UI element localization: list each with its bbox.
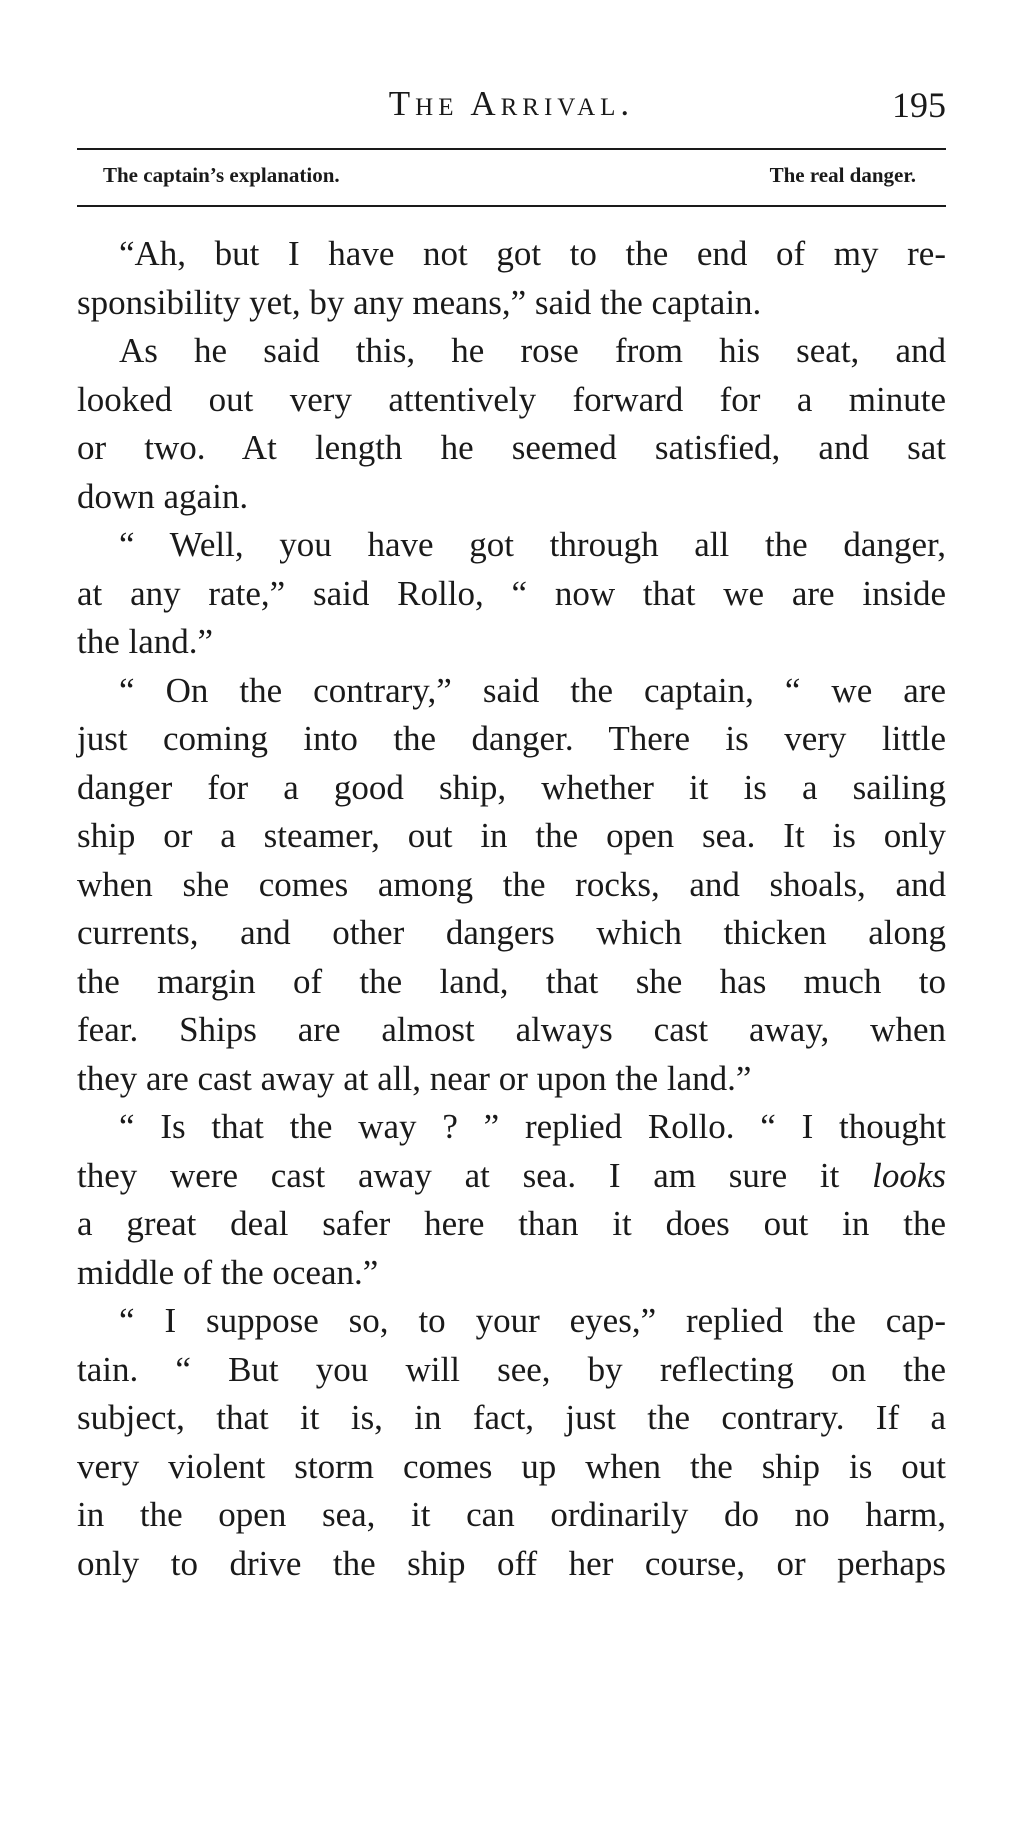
chapter-title: The Arrival. xyxy=(388,84,635,123)
text-line: middle of the ocean.” xyxy=(77,1252,379,1292)
text-line: in the open sea, it can ordinarily do no harm, xyxy=(77,1495,946,1534)
running-head xyxy=(77,80,946,130)
page-number: 195 xyxy=(892,85,946,125)
text-line: very violent storm comes up when the ship is out xyxy=(77,1446,946,1486)
text-line: As he said this, he rose from his seat, and xyxy=(119,331,946,370)
text-line: tain. “ But you will see, by reflecting on the xyxy=(77,1349,946,1389)
text-line: the land.” xyxy=(77,622,214,661)
text-line: fear. Ships are almost always cast away, when xyxy=(77,1010,946,1049)
text-line: “Ah, but I have not got to the end of my re- xyxy=(119,234,946,273)
header-rule-top xyxy=(77,148,946,150)
text-line-segment: they were cast away at sea. I am sure it xyxy=(77,1155,873,1195)
text-line: a great deal safer here than it does out in the xyxy=(77,1204,946,1243)
text-line: they are cast away at all, near or upon the land.” xyxy=(77,1058,752,1098)
subhead-left: The captain’s explanation. xyxy=(103,163,340,187)
text-line: when she comes among the rocks, and shoals, and xyxy=(77,864,946,904)
text-line: at any rate,” said Rollo, “ now that we are inside xyxy=(77,573,946,613)
text-line: danger for a good ship, whether it is a sailing xyxy=(77,767,946,807)
text-line: “ On the contrary,” said the captain, “ we are xyxy=(119,670,946,710)
text-line: currents, and other dangers which thicken along xyxy=(77,913,946,952)
text-line xyxy=(77,1152,946,1201)
text-line: just coming into the danger. There is very little xyxy=(77,719,946,758)
text-line: down again. xyxy=(77,476,249,516)
text-line: the margin of the land, that she has much to xyxy=(77,961,946,1001)
text-line: “ Well, you have got through all the danger, xyxy=(119,525,946,564)
italic-word: looks xyxy=(872,1155,946,1195)
text-line: only to drive the ship off her course, or perhaps xyxy=(77,1543,946,1583)
subhead-right: The real danger. xyxy=(769,163,916,187)
text-line: ship or a steamer, out in the open sea. It is only xyxy=(77,816,946,855)
text-line: looked out very attentively forward for a minute xyxy=(77,379,946,419)
header-rule-bottom xyxy=(77,205,946,207)
text-line: “ I suppose so, to your eyes,” replied the cap- xyxy=(119,1301,946,1340)
text-line: “ Is that the way ? ” replied Rollo. “ I thought xyxy=(119,1107,946,1146)
text-line: subject, that it is, in fact, just the contrary. If a xyxy=(77,1398,946,1437)
text-line: sponsibility yet, by any means,” said the captain. xyxy=(77,282,762,322)
body-text xyxy=(77,230,946,1588)
text-line: or two. At length he seemed satisfied, and sat xyxy=(77,428,946,467)
